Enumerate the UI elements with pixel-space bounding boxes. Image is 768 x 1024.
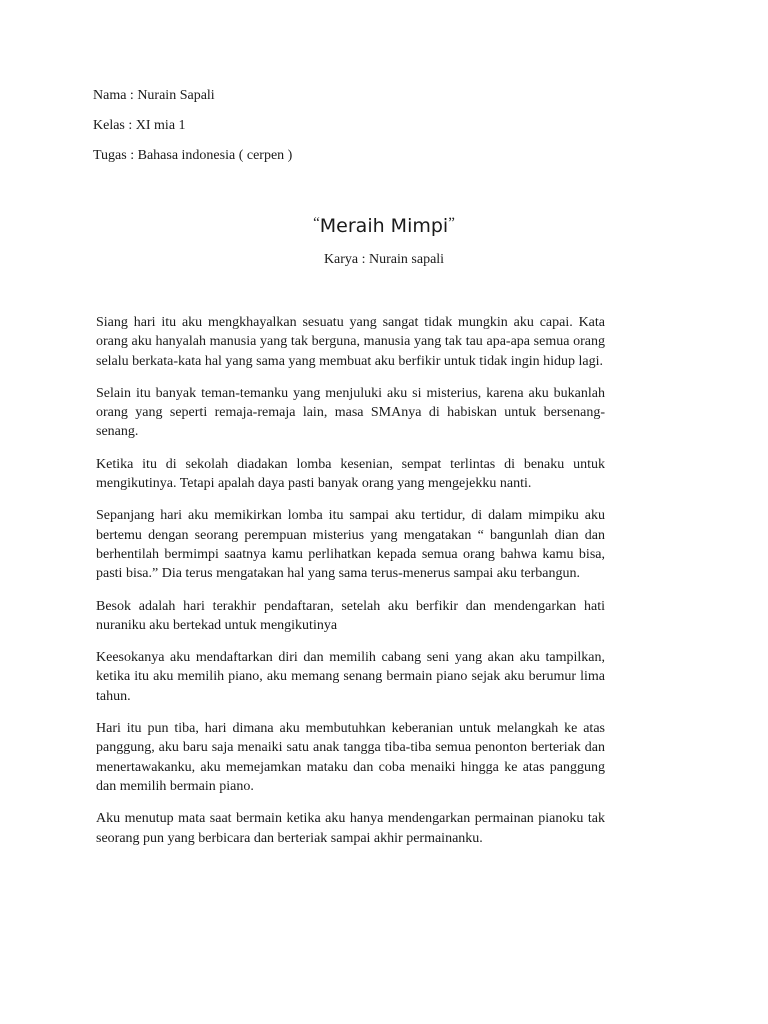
paragraph-4: Sepanjang hari aku memikirkan lomba itu sampai aku tertidur, di dalam mimpiku aku bertemu dengan seorang perempuan misterius yang mengatakan “ bangunlah dian dan berhentilah bermimpi saatnya kamu perlihatkan kepada semua orang bahwa kamu bisa, pasti bisa.” Dia terus mengatakan hal yang sama terus-menerus sampai aku terbangun. bbox=[96, 508, 605, 582]
title-quote-close: ” bbox=[448, 215, 455, 231]
title-text: Meraih Mimpi bbox=[319, 215, 449, 237]
student-info bbox=[93, 86, 292, 176]
paragraph-2: Selain itu banyak teman-temanku yang menjuluki aku si misterius, karena aku bukanlah orang yang seperti remaja-remaja lain, masa SMAnya di habiskan untuk bersenang-senang. bbox=[96, 385, 605, 440]
story-author: Karya : Nurain sapali bbox=[323, 252, 445, 267]
assignment-subject: Tugas : Bahasa indonesia ( cerpen ) bbox=[93, 148, 293, 163]
paragraph-1: Siang hari itu aku mengkhayalkan sesuatu yang sangat tidak mungkin aku capai. Kata orang aku hanyalah manusia yang tak berguna, manusia yang tak tau apa-apa semua orang selalu berkata-kata hal yang sama yang membuat aku berfikir untuk tidak ingin hidup lagi. bbox=[96, 315, 605, 369]
paragraph-7: Hari itu pun tiba, hari dimana aku membutuhkan keberanian untuk melangkah ke atas panggung, aku baru saja menaiki satu anak tangga tiba-tiba semua penonton berteriak dan menertawakanku, aku memejamkan mataku dan coba menaiki hingga ke atas panggung dan memilih bermain piano. bbox=[96, 721, 605, 794]
story-title bbox=[0, 210, 768, 239]
paragraph-6: Keesokanya aku mendaftarkan diri dan memilih cabang seni yang akan aku tampilkan, ketika itu aku memilih piano, aku memang senang bermain piano sejak aku berumur lima tahun. bbox=[96, 650, 605, 704]
title-quote-open: “ bbox=[313, 215, 320, 231]
paragraph-5: Besok adalah hari terakhir pendaftaran, setelah aku berfikir dan mendengarkan hati nuraniku aku bertekad untuk mengikutinya bbox=[96, 598, 605, 633]
student-name: Nama : Nurain Sapali bbox=[93, 88, 215, 103]
student-class: Kelas : XI mia 1 bbox=[93, 118, 186, 133]
paragraph-8: Aku menutup mata saat bermain ketika aku hanya mendengarkan permainan pianoku tak seorang pun yang berbicara dan berteriak sampai akhir permainanku. bbox=[96, 811, 605, 846]
paragraph-3: Ketika itu di sekolah diadakan lomba kesenian, sempat terlintas di benaku untuk mengikutinya. Tetapi apalah daya pasti banyak orang yang mengejekku nanti. bbox=[96, 456, 605, 492]
story-body bbox=[96, 313, 605, 861]
